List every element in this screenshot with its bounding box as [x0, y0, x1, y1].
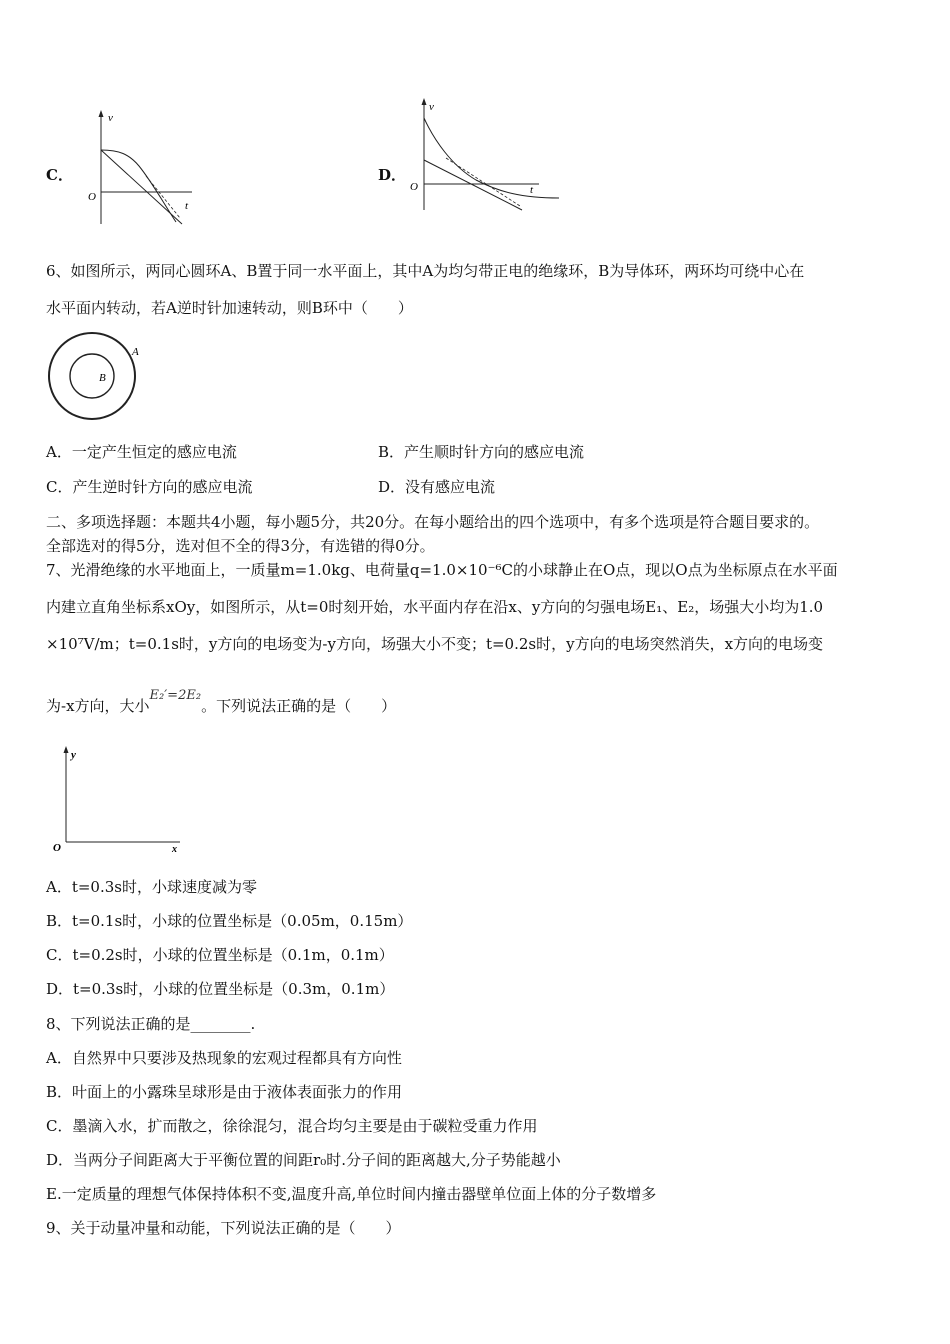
q7-origin-label: O	[53, 842, 61, 854]
q7-coordinate-axes-figure	[50, 744, 190, 856]
graph-d-label: D．	[378, 166, 407, 184]
graph-c-label: C．	[46, 166, 73, 184]
q6-concentric-rings-figure	[44, 330, 154, 424]
q7-stem-line2: 内建立直角坐标系xOy，如图所示，从t=0时刻开始，水平面内存在沿x、y方向的匀强电场E₁、E₂，场强大小均为1.0	[46, 598, 824, 616]
graph-d-v-label: v	[429, 101, 434, 113]
graph-c-v-label: v	[108, 112, 113, 124]
ring-b	[70, 354, 114, 398]
q7-formula: E₂′=2E₂	[149, 688, 202, 703]
q8-option-c[interactable]: C．墨滴入水，扩而散之，徐徐混匀，混合均匀主要是由于碳粒受重力作用	[46, 1117, 538, 1135]
q7-stem-line4-pre: 为-x方向，大小	[46, 697, 150, 715]
q6-stem-line2: 水平面内转动，若A逆时针加速转动，则B环中（ ）	[46, 299, 413, 317]
q7-option-c[interactable]: C．t=0.2s时，小球的位置坐标是（0.1m，0.1m）	[46, 946, 394, 964]
graph-c-vt-plot	[84, 108, 199, 228]
q6-option-c[interactable]: C．产生逆时针方向的感应电流	[46, 478, 253, 496]
q9-stem: 9、关于动量冲量和动能，下列说法正确的是（ ）	[46, 1219, 401, 1237]
q6-option-b[interactable]: B．产生顺时针方向的感应电流	[378, 443, 585, 461]
q7-y-label: y	[71, 749, 76, 761]
q6-option-d[interactable]: D．没有感应电流	[378, 478, 496, 496]
ring-b-label: B	[99, 372, 106, 384]
q8-option-e[interactable]: E.一定质量的理想气体保持体积不变,温度升高,单位时间内撞击器壁单位面上体的分子数增多	[46, 1185, 657, 1203]
graph-d-curve	[424, 118, 559, 198]
q7-x-label: x	[172, 844, 177, 855]
q7-option-a[interactable]: A．t=0.3s时，小球速度减为零	[46, 878, 257, 896]
section2-heading-line2: 全部选对的得5分，选对但不全的得3分，有选错的得0分。	[46, 537, 435, 555]
graph-d-vt-plot	[404, 96, 564, 214]
q8-option-b[interactable]: B．叶面上的小露珠呈球形是由于液体表面张力的作用	[46, 1083, 403, 1101]
graph-d-straight-line	[424, 160, 522, 210]
q6-stem-line1: 6、如图所示，两同心圆环A、B置于同一水平面上，其中A为均匀带正电的绝缘环，B为导体环，两环均可绕中心在	[46, 262, 805, 280]
q6-option-a[interactable]: A．一定产生恒定的感应电流	[46, 443, 237, 461]
ring-a-label: A	[132, 346, 139, 358]
q7-option-d[interactable]: D．t=0.3s时，小球的位置坐标是（0.3m，0.1m）	[46, 980, 395, 998]
graph-d-origin: O	[410, 181, 418, 193]
q8-stem: 8、下列说法正确的是________.	[46, 1015, 256, 1033]
ring-a	[49, 333, 135, 419]
graph-c-origin: O	[88, 191, 96, 203]
q7-option-b[interactable]: B．t=0.1s时，小球的位置坐标是（0.05m，0.15m）	[46, 912, 413, 930]
graph-d-t-label: t	[530, 184, 534, 196]
q7-stem-line1: 7、光滑绝缘的水平地面上，一质量m=1.0kg、电荷量q=1.0×10⁻⁶C的小球静止在O点，现以O点为坐标原点在水平面	[46, 561, 838, 579]
section2-heading-line1: 二、多项选择题：本题共4小题，每小题5分，共20分。在每小题给出的四个选项中，有多个选项是符合题目要求的。	[46, 513, 820, 531]
q7-stem-line4-post: 。下列说法正确的是（ ）	[201, 697, 397, 715]
graph-c-t-label: t	[185, 200, 189, 212]
q7-stem-line3: ×10⁷V/m；t=0.1s时，y方向的电场变为-y方向，场强大小不变；t=0.2s时，y方向的电场突然消失，x方向的电场变	[46, 635, 824, 653]
q7-stem-line4	[46, 688, 397, 718]
q8-option-d[interactable]: D．当两分子间距离大于平衡位置的间距r₀时.分子间的距离越大,分子势能越小	[46, 1151, 561, 1169]
q8-option-a[interactable]: A．自然界中只要涉及热现象的宏观过程都具有方向性	[46, 1049, 402, 1067]
